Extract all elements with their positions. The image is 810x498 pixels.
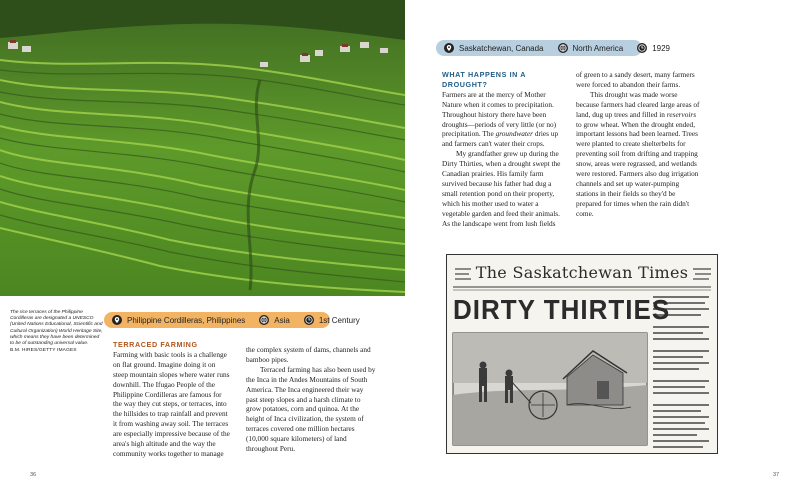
tag-era	[304, 315, 360, 325]
tag-continent-label: North America	[572, 43, 624, 53]
reservoirs-term: reservoirs	[666, 109, 697, 119]
drought-p4-text-a: This drought was made worse because farmers had cleared large areas of land, dug up trees and filled in	[576, 89, 700, 119]
tag-era-label: 1st Century	[318, 315, 360, 325]
tag-continent	[558, 43, 624, 53]
drought-paragraph-1	[442, 90, 564, 149]
right-column-2	[576, 70, 700, 219]
caption-text: The rice terraces of the Philippine Cordilleras are designated a UNESCO (United Nations Educational, Scientific and Cultural Organization) World Heritage Site, which means they have been determined to be of outstanding universal value.	[10, 310, 103, 347]
rice-terraces-photo	[0, 0, 405, 296]
terraced-farming-heading: TERRACED FARMING	[113, 340, 198, 349]
newspaper-illustration	[446, 254, 718, 454]
tag-location-label: Saskatchewan, Canada	[459, 43, 544, 53]
drought-p4-text-b: to grow wheat. When the drought ended, important lessons had been learned. Trees were planted to create shelterbelts for preventing soil from drifting and trapping snow, areas were regrassed, and wetlands were restored. Farmers also dug irrigation channels and set up water-pumping stations in their fields so they'd be prepared for times when the rain didn't come.	[576, 119, 699, 218]
left-tag-bar	[104, 312, 360, 328]
terraced-farming-paragraph-3: Terraced farming has also been used by the Inca in the Andes Mountains of South America. The Inca engineered their way past steep slopes and a harsh climate to grow potatoes, corn and quinoa. At the height of Inca civilization, the system of terraces covered one million hectares (10,000 square kilometers) of land throughout Peru.	[246, 364, 376, 454]
page-number-left: 36	[30, 472, 37, 478]
drought-paragraph-3: of green to a sandy desert, many farmers were forced to abandon their farms.	[576, 70, 695, 89]
tag-location	[444, 43, 544, 53]
tag-continent	[259, 315, 290, 325]
left-column-2	[246, 345, 376, 454]
drought-p1-text-a: Farmers are at the mercy of Mother Nature when it comes to precipitation. Throughout history there have been droughts—periods of very little (or no) precipitation. The	[442, 89, 557, 139]
photo-credit: B.M. HIRES/GETTY IMAGES	[10, 348, 77, 354]
drought-p1-text-b: dries up and farmers can't water their crops.	[442, 129, 559, 149]
left-column-1	[113, 340, 231, 459]
drought-heading: WHAT HAPPENS IN A DROUGHT?	[442, 70, 526, 89]
newspaper-drawing	[447, 255, 719, 455]
drought-paragraph-4	[576, 90, 700, 219]
newspaper-headline: DIRTY THIRTIES	[453, 293, 671, 326]
drought-paragraph-2: My grandfather grew up during the Dirty Thirties, when a drought swept the Canadian prairies. His family farm survived because his father had dug a small retention pond on their property, which his mother used to water a vegetable garden and feed their animals. As the landscape went from lush fields	[442, 149, 561, 228]
tag-location	[112, 315, 245, 325]
tag-location-label: Philippine Cordilleras, Philippines	[127, 315, 246, 325]
clock-icon	[637, 43, 647, 53]
clock-icon	[304, 315, 314, 325]
terraced-farming-paragraph-1: Farming with basic tools is a challenge on flat ground. Imagine doing it on steep mountain slopes where water runs downhill. The Ifugao People of the Philippine Cordilleras are famous for the way they cut steps, or terraces, into the hillsides to trap rainfall and prevent it from washing away soil. The terraces are especially impressive because of the area's high altitude and the way the community works together to manage	[113, 349, 230, 458]
location-pin-icon	[444, 43, 454, 53]
newspaper-masthead: The Saskatchewan Times	[475, 263, 689, 282]
tag-era-label: 1929	[652, 43, 670, 53]
tag-era	[637, 43, 670, 53]
right-column-1	[442, 70, 564, 229]
globe-icon	[259, 315, 269, 325]
terraced-farming-paragraph-2: the complex system of dams, channels and bamboo pipes.	[246, 345, 371, 364]
rice-terraces-illustration	[0, 0, 405, 296]
globe-icon	[558, 43, 568, 53]
tag-continent-label: Asia	[274, 315, 290, 325]
groundwater-term: groundwater	[495, 129, 533, 139]
photo-caption	[10, 310, 103, 354]
location-pin-icon	[112, 315, 122, 325]
page-number-right: 37	[773, 472, 780, 478]
right-tag-bar	[436, 40, 670, 56]
